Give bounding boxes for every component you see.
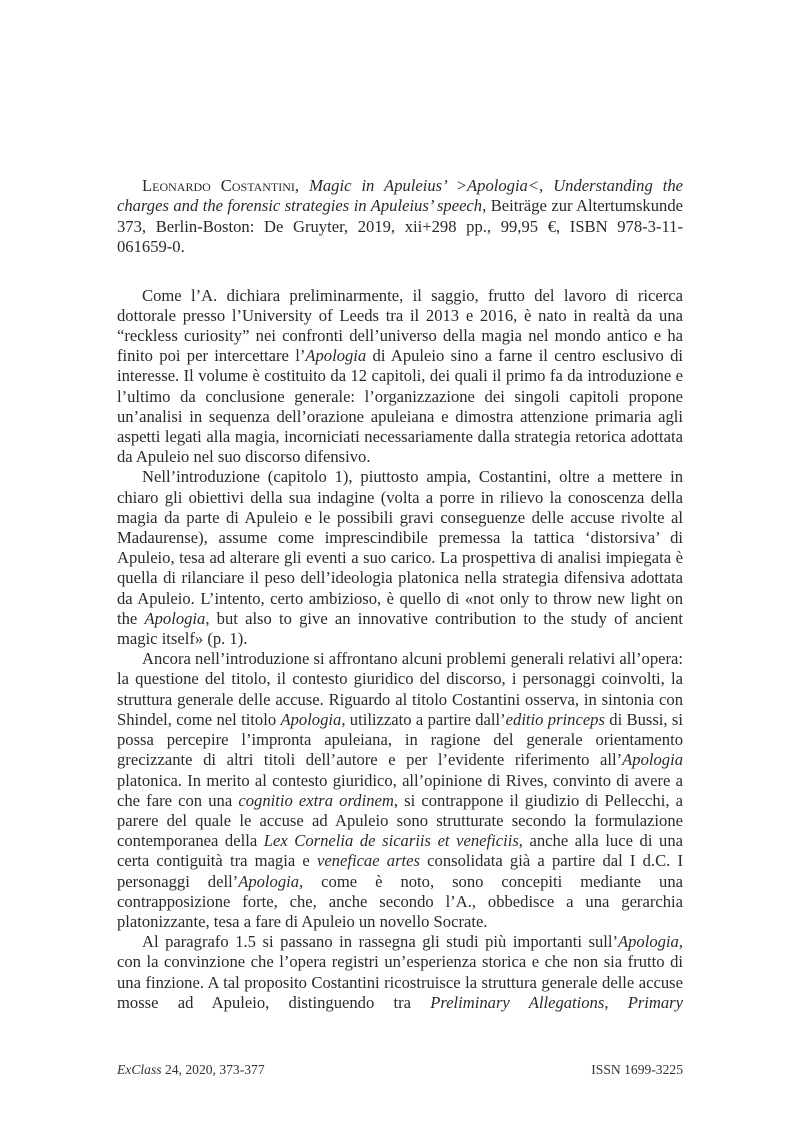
italic-term: Apologia — [238, 871, 300, 891]
italic-term: editio princeps — [505, 709, 605, 729]
italic-term: veneficae artes — [316, 851, 420, 871]
paragraph — [117, 286, 683, 468]
page-content — [117, 176, 683, 1013]
italic-term: Apologia — [618, 932, 679, 952]
text-segment: Nell’introduzione (capitolo 1), piuttosto ampia, Costantini, oltre a mettere in chiaro gli obiettivi della sua indagine (volta a porre in rilievo la conoscenza della magia da parte di Apuleio e le possibili gravi conseguenze delle accuse rivolte al Madaurense), assume come imprescindibile premessa la tattica ‘distorsiva’ di Apuleio, tesa ad alterare gli eventi a suo carico. La prospettiva di analisi impiegata è quella di rilanciare il peso dell’ideologia platonica nella strategia difensiva adottata da Apuleio. L’intento, certo ambizioso, è quello di «not only to throw new light on the — [117, 467, 683, 628]
italic-term: Lex Cornelia de sicariis et veneficiis — [263, 831, 519, 851]
review-body — [117, 286, 683, 1013]
italic-term: cognitio extra ordinem — [238, 790, 394, 810]
italic-term: Apologia — [622, 750, 683, 770]
italic-term: Preliminary Allegations — [430, 992, 605, 1012]
text-segment: Ancora nell’introduzione si affrontano alcuni problemi generali relativi all’opera: la questione del titolo, il contesto giuridico del discorso, i personaggi coinvolti, la struttura generale delle accuse. Riguardo al titolo Costantini osserva, in sintonia con Shindel, come nel titolo — [117, 649, 683, 729]
paragraph — [117, 467, 683, 649]
journal-reference — [117, 1062, 265, 1078]
text-segment: Come l’A. dichiara preliminarmente, il saggio, frutto del lavoro di ricerca dottorale presso l’University of Leeds tra il 2013 e 2016, è nato in realtà da una “reckless curiosity” nei confronti dell’universo della magia nel mondo antico e ha finito poi per intercettare l’ — [117, 285, 683, 366]
italic-term: Primary — [627, 992, 683, 1012]
page-footer — [117, 1062, 683, 1078]
text-segment: , con la convinzione che l’opera registri un’esperienza storica e che non sia frutto di una finzione. A tal proposito Costantini ricostruisce la struttura generale delle accuse mosse ad Apuleio, distinguendo tra — [117, 932, 683, 1012]
text-segment: consolidata già a partire dal I d.C. I personaggi dell’ — [117, 851, 683, 891]
italic-term: Apologia — [305, 346, 367, 366]
citation-publication-details: , Beiträge zur Altertumskunde 373, Berlin-Boston: De Gruyter, 2019, xii+298 pp., 99,95 €, ISBN 978-3-11-061659-0. — [117, 196, 683, 257]
italic-term: Apologia — [144, 608, 206, 628]
text-segment: , si contrappone il giudizio di Pellecchi, a parere del quale le accuse ad Apuleio sono strutturate secondo la formulazione contemporanea della — [117, 790, 683, 851]
text-segment: , come è noto, sono concepiti mediante una contrapposizione forte, che, anche secondo l’A., obbedisce a una gerarchia platonizzante, tesa a fare di Apuleio un novello Socrate. — [117, 871, 683, 931]
text-segment: , but also to give an innovative contribution to the study of ancient magic itself» (p. 1). — [117, 608, 684, 649]
review-citation — [117, 176, 683, 258]
citation-separator: , — [294, 176, 310, 195]
citation-book-title: Magic in Apuleius’ >Apologia<, Understanding the charges and the forensic strategies in Apuleius’ speech — [117, 176, 684, 216]
text-segment: , anche alla luce di una certa contiguità tra magia e — [117, 831, 683, 871]
journal-issn: ISSN 1699-3225 — [591, 1062, 683, 1077]
journal-name: ExClass — [117, 1062, 162, 1077]
text-segment: , utilizzato a partire dall’ — [341, 709, 506, 729]
paragraph — [117, 649, 683, 932]
citation-author: Leonardo Costantini — [142, 176, 295, 195]
text-segment: platonica. In merito al contesto giuridico, all’opinione di Rives, convinto di avere a che fare con una — [117, 770, 683, 810]
italic-term: Apologia — [280, 709, 342, 729]
text-segment: Al paragrafo 1.5 si passano in rassegna gli studi più importanti sull’ — [142, 932, 618, 952]
text-segment: , — [604, 992, 628, 1012]
text-segment: di Apuleio sino a farne il centro esclusivo di interesse. Il volume è costituito da 12 capitoli, dei quali il primo fa da introduzione e l’ultimo da conclusione generale: l’organizzazione dei singoli capitoli propone un’analisi in sequenza dell’orazione apuleiana e dimostra attenzione primaria agli aspetti legati alla magia, incorniciati necessariamente dalla strategia retorica adottata da Apuleio nel suo discorso difensivo. — [117, 346, 683, 467]
paragraph — [117, 932, 683, 1013]
journal-volume-info: 24, 2020, 373-377 — [161, 1062, 265, 1077]
text-segment: di Bussi, si possa percepire l’impronta apuleiana, in ragione del generale orientamento grecizzante di altri titoli dell’autore e per l’evidente riferimento all’ — [117, 709, 683, 770]
